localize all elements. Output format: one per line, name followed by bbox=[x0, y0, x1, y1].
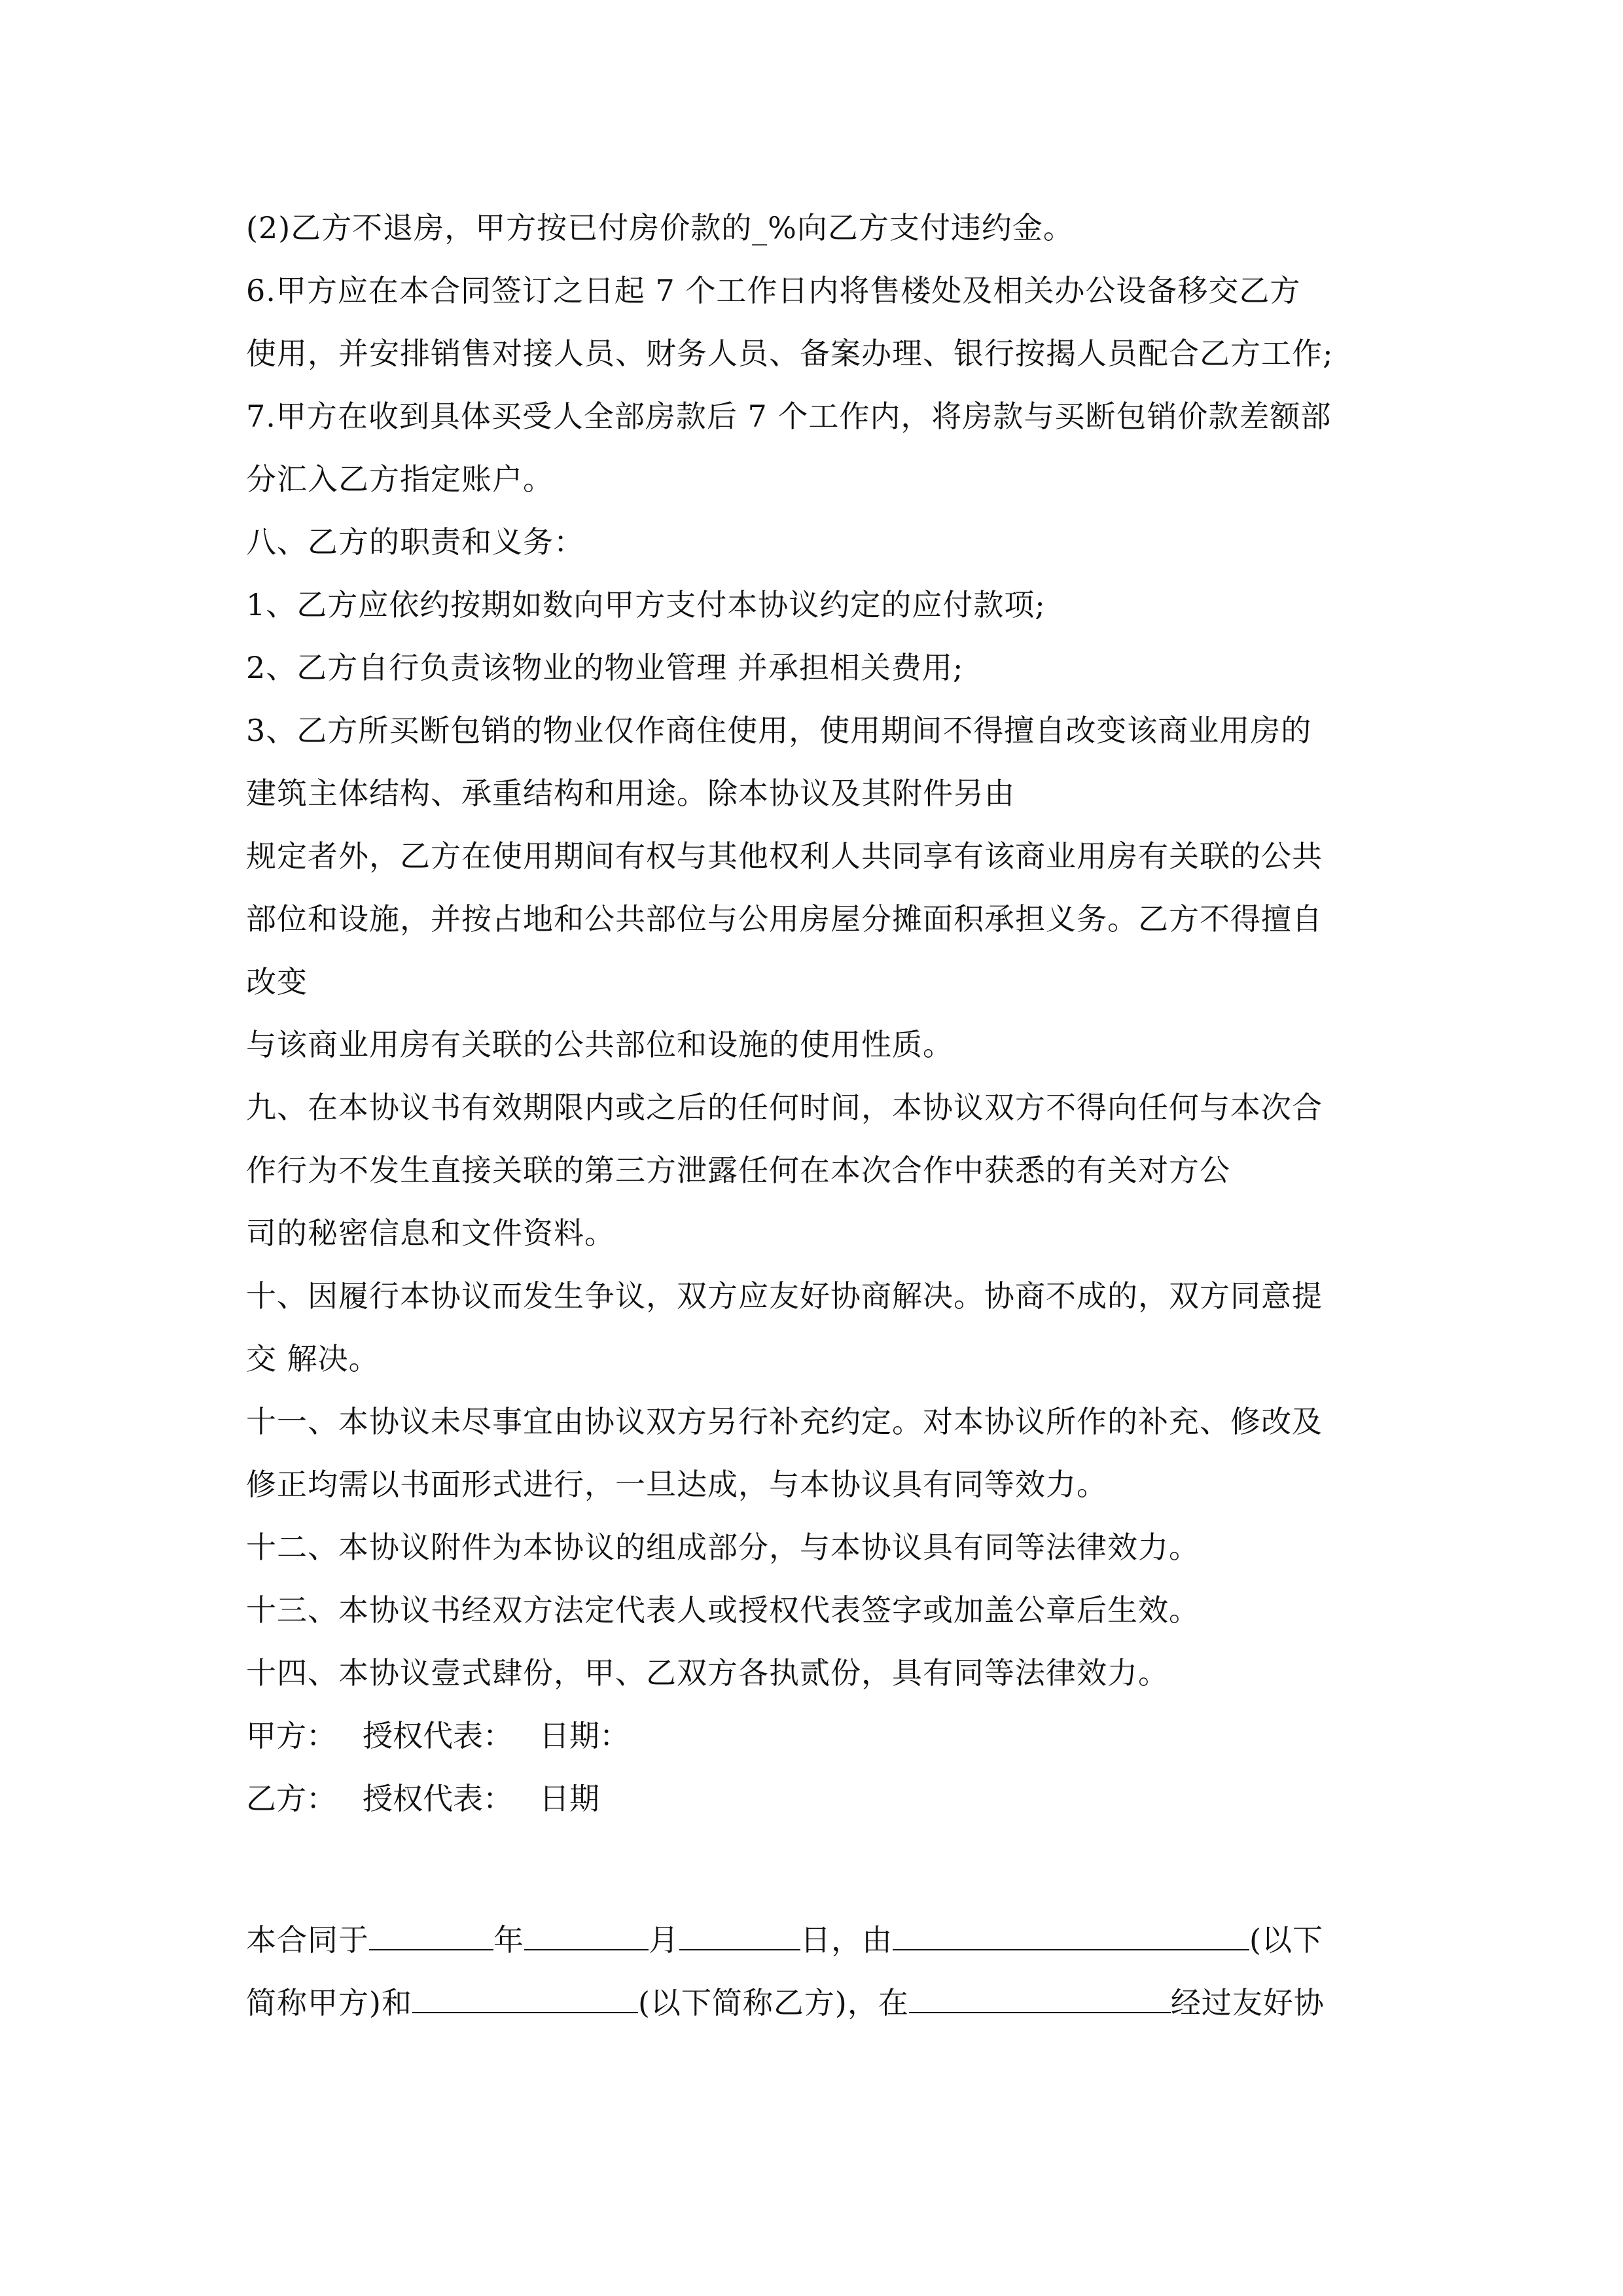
contract-text: 简称甲方)和 bbox=[246, 1985, 412, 2020]
place-blank bbox=[909, 1973, 1171, 2013]
party-b-blank bbox=[412, 1973, 638, 2013]
text-line: 分汇入乙方指定账户。 bbox=[246, 461, 554, 497]
contract-intro-line-1 bbox=[246, 1909, 1404, 1971]
contract-text: 日，由 bbox=[800, 1922, 893, 1958]
text-line: 改变 bbox=[246, 964, 308, 999]
text-line: 6.甲方应在本合同签订之日起 7 个工作日内将售楼处及相关办公设备移交乙方 bbox=[246, 273, 1301, 308]
section-heading: 十二、本协议附件为本协议的组成部分，与本协议具有同等法律效力。 bbox=[246, 1530, 1200, 1565]
contract-text: 月 bbox=[649, 1922, 679, 1958]
section-heading: 八、乙方的职责和义务： bbox=[246, 524, 584, 560]
contract-text: (以下 bbox=[1249, 1922, 1323, 1958]
contract-text: 本合同于 bbox=[246, 1922, 369, 1958]
text-line: 1、乙方应依约按期如数向甲方支付本协议约定的应付款项; bbox=[246, 587, 1046, 622]
contract-text: 经过友好协 bbox=[1170, 1985, 1325, 2020]
party-b-date-label: 日期 bbox=[539, 1781, 599, 1816]
text-line: 规定者外，乙方在使用期间有权与其他权利人共同享有该商业用房有关联的公共 bbox=[246, 838, 1323, 874]
text-line: 部位和设施，并按占地和公共部位与公用房屋分摊面积承担义务。乙方不得擅自 bbox=[246, 901, 1323, 937]
text-line: 与该商业用房有关联的公共部位和设施的使用性质。 bbox=[246, 1027, 954, 1062]
party-a-date-label: 日期： bbox=[539, 1718, 630, 1753]
section-heading: 十、因履行本协议而发生争议，双方应友好协商解决。协商不成的，双方同意提 bbox=[246, 1278, 1323, 1314]
signature-party-b bbox=[246, 1767, 1404, 1830]
party-a-blank bbox=[893, 1910, 1249, 1950]
section-heading: 十四、本协议壹式肆份，甲、乙双方各执贰份，具有同等法律效力。 bbox=[246, 1655, 1169, 1691]
text-line: 作行为不发生直接关联的第三方泄露任何在本次合作中获悉的有关对方公 bbox=[246, 1153, 1230, 1188]
section-heading: 十一、本协议未尽事宜由协议双方另行补充约定。对本协议所作的补充、修改及 bbox=[246, 1404, 1323, 1439]
text-line: 交 解决。 bbox=[246, 1341, 380, 1376]
text-line: 使用，并安排销售对接人员、财务人员、备案办理、银行按揭人员配合乙方工作; bbox=[246, 336, 1334, 371]
document-body bbox=[246, 196, 1404, 2034]
contract-intro-line-2 bbox=[246, 1971, 1404, 2034]
contract-text: (以下简称乙方)，在 bbox=[637, 1985, 909, 2020]
text-line: 7.甲方在收到具体买受人全部房款后 7 个工作内，将房款与买断包销价款差额部 bbox=[246, 399, 1332, 434]
text-line: 2、乙方自行负责该物业的物业管理 并承担相关费用; bbox=[246, 650, 964, 685]
section-heading: 九、在本协议书有效期限内或之后的任何时间，本协议双方不得向任何与本次合 bbox=[246, 1090, 1323, 1125]
party-a-rep-label: 授权代表： bbox=[363, 1718, 513, 1753]
month-blank bbox=[524, 1910, 649, 1950]
text-line: 修正均需以书面形式进行，一旦达成，与本协议具有同等效力。 bbox=[246, 1467, 1107, 1502]
text-line: 建筑主体结构、承重结构和用途。除本协议及其附件另由 bbox=[246, 776, 1015, 811]
year-blank bbox=[369, 1910, 493, 1950]
text-line: (2)乙方不退房，甲方按已付房价款的_%向乙方支付违约金。 bbox=[246, 210, 1074, 245]
party-b-rep-label: 授权代表： bbox=[363, 1781, 513, 1816]
section-spacer bbox=[246, 1830, 1404, 1909]
contract-text: 年 bbox=[493, 1922, 524, 1958]
party-a-label: 甲方： bbox=[246, 1718, 336, 1753]
section-heading: 十三、本协议书经双方法定代表人或授权代表签字或加盖公章后生效。 bbox=[246, 1592, 1200, 1628]
day-blank bbox=[679, 1910, 800, 1950]
signature-party-a bbox=[246, 1704, 1404, 1767]
party-b-label: 乙方： bbox=[246, 1781, 336, 1816]
text-line: 司的秘密信息和文件资料。 bbox=[246, 1215, 615, 1251]
text-line: 3、乙方所买断包销的物业仅作商住使用，使用期间不得擅自改变该商业用房的 bbox=[246, 713, 1312, 748]
